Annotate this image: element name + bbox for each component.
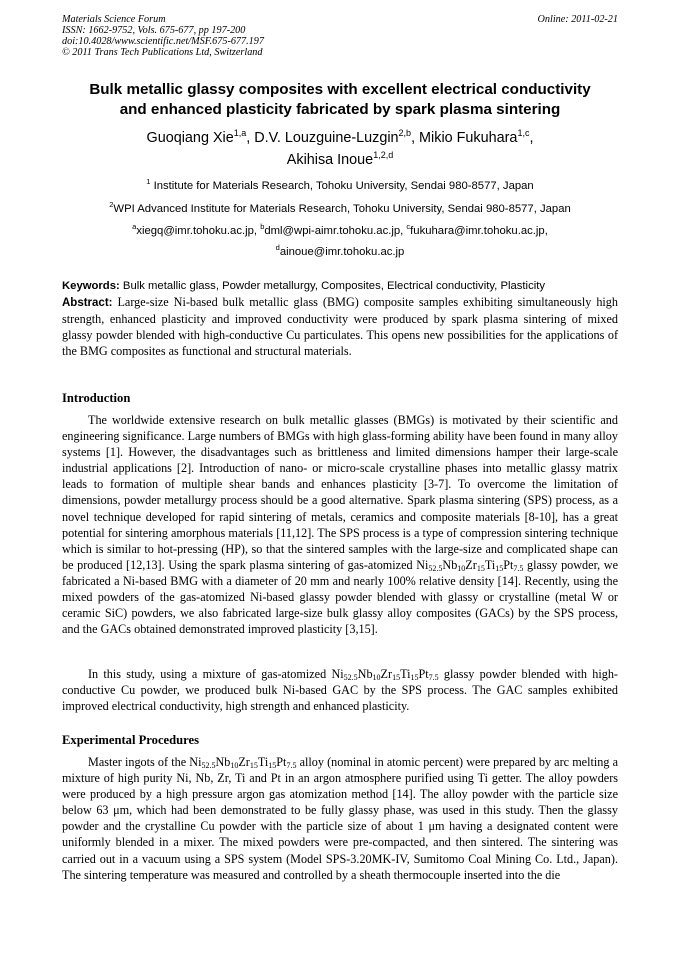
formula-el: Zr: [238, 755, 250, 769]
keywords: [62, 279, 618, 293]
author-xie: Guoqiang Xie: [146, 130, 234, 146]
formula-el: Ni: [416, 557, 429, 572]
formula-el: Zr: [465, 557, 477, 572]
formula-sub: 52.5: [343, 673, 358, 682]
formula-el: Ni: [189, 755, 202, 769]
paper-title: [62, 80, 618, 120]
formula-el: Pt: [418, 667, 429, 681]
journal-issn: ISSN: 1662-9752, Vols. 675-677, pp 197-200: [62, 25, 246, 36]
email-d-sup: d: [275, 243, 280, 252]
affiliation-1-sup: 1: [146, 177, 151, 186]
experimental-paragraph-1: [62, 754, 618, 883]
formula-sub: 15: [268, 761, 277, 770]
author-line-1: [62, 127, 618, 149]
email-line-1: [62, 222, 618, 237]
intro-p2-text-b: glassy powder blended with high-conductive Cu powder, we produced bulk Ni-based GAC by the SPS process. The GAC samples exhibited improved electrical conductivity, high strength and enhanced plasticity.: [62, 667, 618, 714]
email-d: ainoue@imr.tohoku.ac.jp: [279, 246, 405, 258]
formula-sub: 10: [372, 673, 381, 682]
email-line-2: [62, 243, 618, 258]
affiliation-1: [62, 177, 618, 192]
author-xie-sup: 1,a: [233, 128, 247, 138]
journal-doi: doi:10.4028/www.scientific.net/MSF.675-677.197: [62, 36, 264, 47]
formula-el: Nb: [442, 557, 458, 572]
abstract-text: Large-size Ni-based bulk metallic glass (BMG) composite samples exhibiting simultaneously high strength, enhanced plasticity and improved conductivity were produced by spark plasma sintering of mixed glassy powder blended with high-conductive Cu particulates. This opens new possibilities for the applications of the BMG composites as functional and structural materials.: [62, 295, 618, 359]
formula-sub: 10: [230, 761, 239, 770]
author-louzguine: , D.V. Louzguine-Luzgin: [246, 130, 399, 146]
affiliation-2-sup: 2: [109, 200, 114, 209]
formula-el: Nb: [215, 755, 231, 769]
formula-el: Ti: [400, 667, 411, 681]
email-a-sup: a: [132, 222, 137, 231]
formula-sub: 7.5: [513, 563, 524, 573]
formula-sub: 7.5: [428, 673, 439, 682]
journal-header: [62, 14, 618, 58]
email-b-sup: b: [260, 222, 265, 231]
keywords-label: Keywords:: [62, 280, 120, 292]
affiliation-2-text: WPI Advanced Institute for Materials Research, Tohoku University, Sendai 980-8577, Japan: [113, 203, 571, 215]
affiliation-2: [62, 200, 618, 215]
introduction-paragraph-2: [62, 666, 618, 714]
exp-p1-text-a: Master ingots of the: [88, 755, 190, 769]
introduction-heading: Introduction: [62, 391, 131, 405]
author-fukuhara: , Mikio Fukuhara: [411, 130, 518, 146]
journal-name: Materials Science Forum: [62, 14, 166, 25]
formula-sub: 15: [495, 563, 504, 573]
author-fukuhara-sup: 1,c: [517, 128, 530, 138]
author-inoue: Akihisa Inoue: [286, 152, 374, 168]
formula-intro-2: [331, 667, 438, 681]
abstract-label: Abstract:: [62, 297, 113, 309]
formula-el: Ni: [331, 667, 344, 681]
title-line-1: Bulk metallic glassy composites with excellent electrical conductivity: [89, 81, 591, 98]
author-line-2: [62, 149, 618, 171]
formula-el: Pt: [276, 755, 287, 769]
journal-copyright: © 2011 Trans Tech Publications Ltd, Switzerland: [62, 47, 263, 58]
formula-sub: 15: [476, 563, 485, 573]
formula-sub: 15: [249, 761, 258, 770]
formula-el: Zr: [380, 667, 393, 681]
author-list: [62, 127, 618, 171]
formula-el: Nb: [357, 667, 373, 681]
formula-sub: 52.5: [428, 563, 443, 573]
formula-exp-1: [189, 755, 296, 769]
keywords-text: Bulk metallic glass, Powder metallurgy, Composites, Electrical conductivity, Plasticity: [119, 280, 546, 292]
formula-intro-1: [416, 558, 523, 572]
author-louzguine-sup: 2,b: [398, 128, 412, 138]
author-inoue-sup: 1,2,d: [373, 150, 394, 160]
online-date: Online: 2011-02-21: [537, 14, 618, 25]
intro-p2-text-a: In this study, using a mixture of gas-atomized: [88, 667, 332, 681]
experimental-heading: Experimental Procedures: [62, 733, 199, 747]
formula-sub: 10: [457, 563, 466, 573]
email-a: xiegq@imr.tohoku.ac.jp,: [136, 225, 261, 237]
exp-p1-text-b: alloy (nominal in atomic percent) were prepared by arc melting a mixture of high purity Ni, Nb, Zr, Ti and Pt in an argon atmosphere purified using Ti getter. The alloy powders were produced by a high pressure argon gas atomization method [14]. The alloy powder with the particle size below 63 μm, which had been demonstrated to be fully glassy phase, was used in this study. Then the glassy powder and the crystalline Cu powder with the particle size of about 1 μm having a designated content were uniformly blended in a mixer. The mixed powders were pre-compacted, and then sintered. The sintering was carried out in a vacuum using a SPS system (Model SPS-3.20MK-IV, Sumitomo Coal Mining Co. Ltd., Japan). The sintering temperature was measured and controlled by a sheath thermocouple inserted into the die: [62, 755, 618, 882]
formula-sub: 15: [392, 673, 401, 682]
formula-el: Ti: [484, 557, 496, 572]
email-c-sup: c: [406, 222, 411, 231]
formula-sub: 52.5: [201, 761, 216, 770]
intro-p1-text-b: glassy powder, we fabricated a Ni-based BMG with a diameter of 20 mm and nearly 100% relative density [14]. Recently, using the mixed powders of the gas-atomized Ni-based glassy powder blended with glassy or crystalline (metal W or ceramic SiC) powders, we also fabricated large-size bulk glassy alloy composites (GACs) by the SPS process, and the GACs obtained demonstrated improved plasticity [3,15].: [62, 557, 618, 637]
intro-p1-text-a: The worldwide extensive research on bulk metallic glasses (BMGs) is motivated by their scientific and engineering significance. Large numbers of BMGs with high glass-forming ability have been found in many alloy systems [1]. However, the disadvantages such as brittleness and limited dimensions hamper their large-scale industrial applications [2]. Introduction of nano- or micro-scale crystalline phases into metallic glassy matrix leads to formation of multiple shear bands and enhances plasticity [3-7]. To overcome the limitation of dimensions, powder metallurgy process should be a good alternative. Spark plasma sintering (SPS) process, as a novel technique developed for rapid sintering of metals, ceramics and composite materials [8-10], has a great potential for sintering amorphous materials [11,12]. The SPS process is a type of compression sintering technique which is similar to hot-pressing (HP), so that the sintered samples with the large-size and complicated shape can be produced [12,13]. Using the spark plasma sintering of gas-atomized: [62, 413, 618, 572]
email-c: fukuhara@imr.tohoku.ac.jp,: [410, 225, 548, 237]
formula-el: Pt: [503, 557, 514, 572]
abstract: [62, 294, 618, 359]
formula-el: Ti: [257, 755, 269, 769]
title-line-2: and enhanced plasticity fabricated by spark plasma sintering: [119, 101, 561, 118]
author-line-comma: ,: [529, 130, 534, 146]
formula-sub: 15: [410, 673, 419, 682]
formula-sub: 7.5: [286, 761, 297, 770]
email-b: dml@wpi-aimr.tohoku.ac.jp,: [264, 225, 407, 237]
introduction-paragraph-1: [62, 412, 618, 637]
affiliation-1-text: Institute for Materials Research, Tohoku University, Sendai 980-8577, Japan: [150, 180, 534, 192]
